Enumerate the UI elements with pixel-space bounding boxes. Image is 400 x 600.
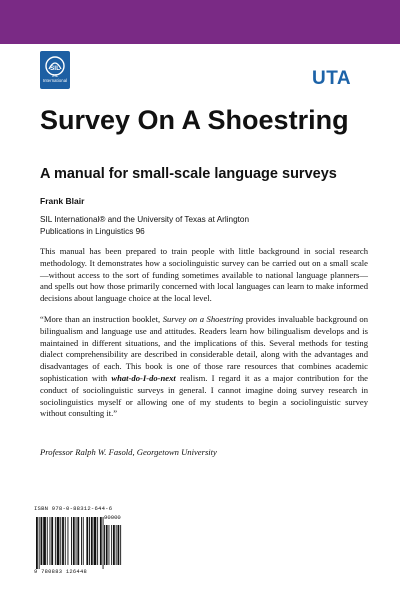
barcode-bar [41, 517, 43, 565]
barcode-bar [47, 517, 48, 565]
publisher-line-2: Publications in Linguistics 96 [40, 227, 145, 236]
book-title [40, 105, 349, 135]
barcode-bar [89, 517, 90, 565]
sil-logo-text: SIL International [42, 73, 68, 83]
barcode-bar [100, 517, 102, 565]
barcode-bar [103, 517, 104, 569]
barcode-bar [36, 517, 38, 569]
book-subtitle: A manual for small-scale language surveys [40, 166, 337, 182]
barcode-addon-bar [118, 525, 120, 565]
barcode-bar [39, 517, 40, 569]
quote-emphasis: what-do-I-do-next [111, 372, 176, 383]
isbn-label: ISBN 978-0-88312-644-6 [34, 505, 113, 512]
author-name: Frank Blair [40, 196, 85, 206]
book-description: This manual has been prepared to train people with little background in social research methodology. It demonstrates how a sociolinguistic survey can be carried out on a small scale—without access to the sort of funding sometimes available to national language planners—and spells out how those primarily concerned with local languages can learn to make informed decisions about language choice at the local level. [40, 246, 368, 304]
barcode-bar [81, 517, 82, 565]
barcode-bar [60, 517, 61, 565]
barcode-bar [57, 517, 60, 565]
barcode-addon-bar [120, 525, 121, 565]
quote-part-1: “More than an instruction booklet, [40, 314, 163, 324]
barcode-bars [34, 513, 126, 569]
barcode-bar [50, 517, 51, 565]
barcode-bar [91, 517, 93, 565]
barcode-addon-bar [109, 525, 110, 565]
quote-attribution: Professor Ralph W. Fasold, Georgetown University [40, 447, 217, 457]
barcode-bar [73, 517, 75, 565]
barcode-bar [97, 517, 98, 565]
book-title-text: Survey On A Shoestring [40, 105, 349, 135]
barcode-bar [55, 517, 56, 565]
barcode-bar [94, 517, 97, 565]
barcode-bar [77, 517, 79, 565]
barcode-bar [62, 517, 64, 565]
quote-part-3: realism. I regard it as a major contribution for the conduct of sociolinguistic surveys in general. I cannot imagine doing survey research in sociolinguistics myself or allowing one of my students to begin a sociolinguistic survey without consulting it.” [40, 372, 368, 419]
barcode-bar [51, 517, 53, 565]
barcode-bar [86, 517, 88, 565]
sil-international-logo [40, 51, 70, 89]
barcode-addon-bar [106, 525, 108, 565]
barcode-digits: 9 780883 126448 [34, 569, 88, 575]
quote-part-2: provides invaluable background on bilingualism and language use and attitudes. Readers learn how bilingualism develops and is maintained in different situations, and the implications of this. Several methods for testing dialect comprehensibility are described in considerable detail, along with the advantages and disadvantages of each. This book is one of those rare resources that combines academic sophistication with [40, 314, 369, 383]
publisher-info [40, 214, 249, 238]
barcode-addon-bar [113, 525, 115, 565]
barcode-bar [65, 517, 66, 565]
barcode-bar [43, 517, 46, 565]
price-code: 90000 [104, 514, 121, 521]
publisher-line-1: SIL International® and the University of Texas at Arlington [40, 215, 250, 224]
sil-emblem-icon [40, 51, 70, 89]
isbn-barcode [34, 505, 126, 577]
endorsement-quote [40, 314, 368, 420]
sil-emblem-letters: SIL [49, 65, 61, 72]
quote-book-title: Survey on a Shoestring [162, 314, 244, 324]
barcode-bar [68, 517, 69, 565]
barcode-addon-bar [116, 525, 117, 565]
barcode-addon-bar [104, 525, 105, 565]
barcode-addon-bar [111, 525, 112, 565]
top-color-band [0, 0, 400, 44]
barcode-bar [71, 517, 72, 565]
barcode-bar [83, 517, 84, 565]
barcode-bar [76, 517, 77, 565]
uta-logo: UTA [312, 68, 352, 89]
